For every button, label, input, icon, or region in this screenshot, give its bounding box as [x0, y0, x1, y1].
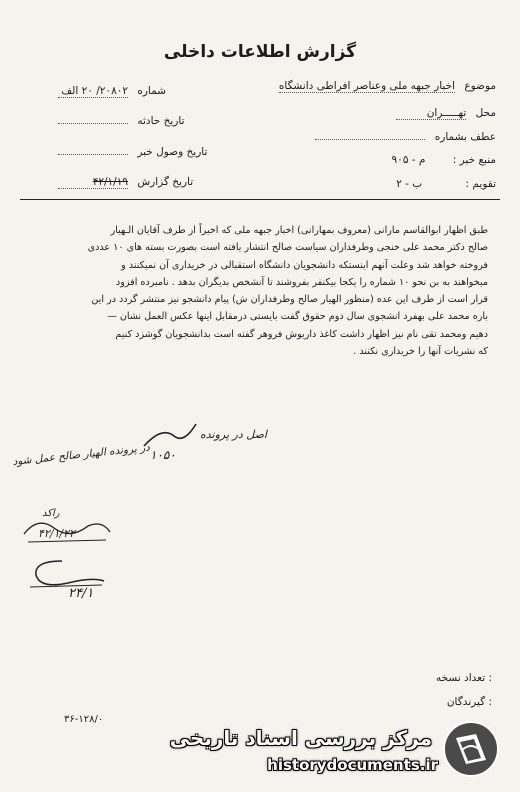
body-line: دهیم ومحمد تقی نام نیز اظهار داشت کاغذ داریوش فروهر گفته است بدانشجویان گوشزد کنیم	[115, 328, 488, 340]
report-title: گزارش اطلاعات داخلی	[163, 42, 357, 62]
ref-label: عطف بشماره	[434, 131, 496, 143]
header-divider	[20, 199, 500, 200]
signature-2-text: ۲۴/۱	[68, 586, 94, 601]
original-note: اصل در پرونده	[200, 428, 267, 441]
receipt-date-value	[58, 154, 128, 155]
source-value: م - ۹۰۵	[391, 154, 426, 166]
rating-label: تقویم :	[465, 178, 496, 190]
incident-date-value	[58, 123, 128, 124]
report-date-row	[58, 176, 193, 189]
annotation-note: در پرونده الهیار صالح عمل شود	[12, 441, 151, 468]
location-row	[396, 107, 496, 120]
signature-1-mark	[18, 512, 118, 546]
ref-value	[315, 139, 425, 140]
body-line: باره محمد علی بهفرد انشجوی سال دوم حقوق گفت بایستی درمقابل اینها عکس العمل نشان —	[107, 311, 488, 323]
subject-label: موضوع	[464, 80, 496, 92]
receipt-date-row	[58, 146, 207, 158]
archive-url: historydocuments.ir	[267, 756, 438, 774]
archive-name: مرکز بررسی اسناد تاریخی	[169, 726, 432, 750]
number-label: شماره	[137, 85, 166, 97]
number-row	[58, 85, 166, 98]
report-date-value: ۴۲/۱/۱۹	[58, 176, 128, 189]
copies-label: : تعداد نسخه	[435, 672, 492, 684]
report-date-label: تاریخ گزارش	[137, 176, 194, 188]
body-line: صالح دکتر محمد علی خنجی وطرفداران سیاست صالح انتشار یافته است بصورت بسته های ۱۰ عددی	[87, 242, 488, 254]
rating-row	[396, 178, 496, 190]
subject-value: اخبار جبهه ملی وعناصر افراطی دانشگاه	[278, 80, 455, 92]
signature-1-text: راکد	[42, 508, 60, 519]
receipt-date-label: تاریخ وصول خبر	[137, 146, 208, 158]
body-line: طبق اظهار ابوالقاسم مارانی (معروف بمهارانی) اخبار جبهه ملی که اخیراً از طرف آقایان الـهیار	[110, 225, 488, 236]
ref-row	[315, 131, 496, 143]
body-line: میخواهند به بن نحو ۱۰ شماره را یکجا بیکنفر بفروشند تا آنشخص بدیگران بدهد . نامبرده افزود	[115, 276, 488, 288]
location-value: تهـــــران	[396, 107, 466, 120]
body-line: قرار است از طرف این عده (منظور الهیار صالح وطرفداران ش) پیام دانشجو نیز منتشر گردد در این	[91, 294, 488, 306]
body-line: فروخته خواهد شد وعلت آنهم اینستکه دانشجویان دانشگاه استقبالی در خریداری آن نمیکنند و	[121, 259, 488, 271]
report-body	[38, 222, 488, 360]
source-label: منبع خبر :	[452, 154, 496, 166]
source-row	[392, 154, 496, 166]
signature-1-date: ۴۲/۱/۲۲	[38, 527, 75, 540]
recipients-label: : گیرندگان	[446, 696, 492, 708]
archive-watermark	[169, 718, 500, 780]
number-value: ۲۰۸۰۲/ ۲۰ الف	[58, 85, 128, 98]
body-line: که نشریات آنها را خریداری نکنند .	[353, 346, 488, 358]
incident-date-label: تاریخ حادثه	[137, 115, 185, 127]
subject-row	[279, 80, 496, 93]
rating-value: ب - ۲	[396, 178, 423, 190]
reference-code: ۳۶-۱۲۸/۰	[64, 714, 104, 725]
signature-2-mark	[22, 555, 112, 593]
archive-logo-icon	[442, 720, 500, 778]
incident-date-row	[58, 115, 185, 127]
file-number: ۱۰۵۰	[150, 448, 176, 462]
location-label: محل	[475, 107, 496, 119]
